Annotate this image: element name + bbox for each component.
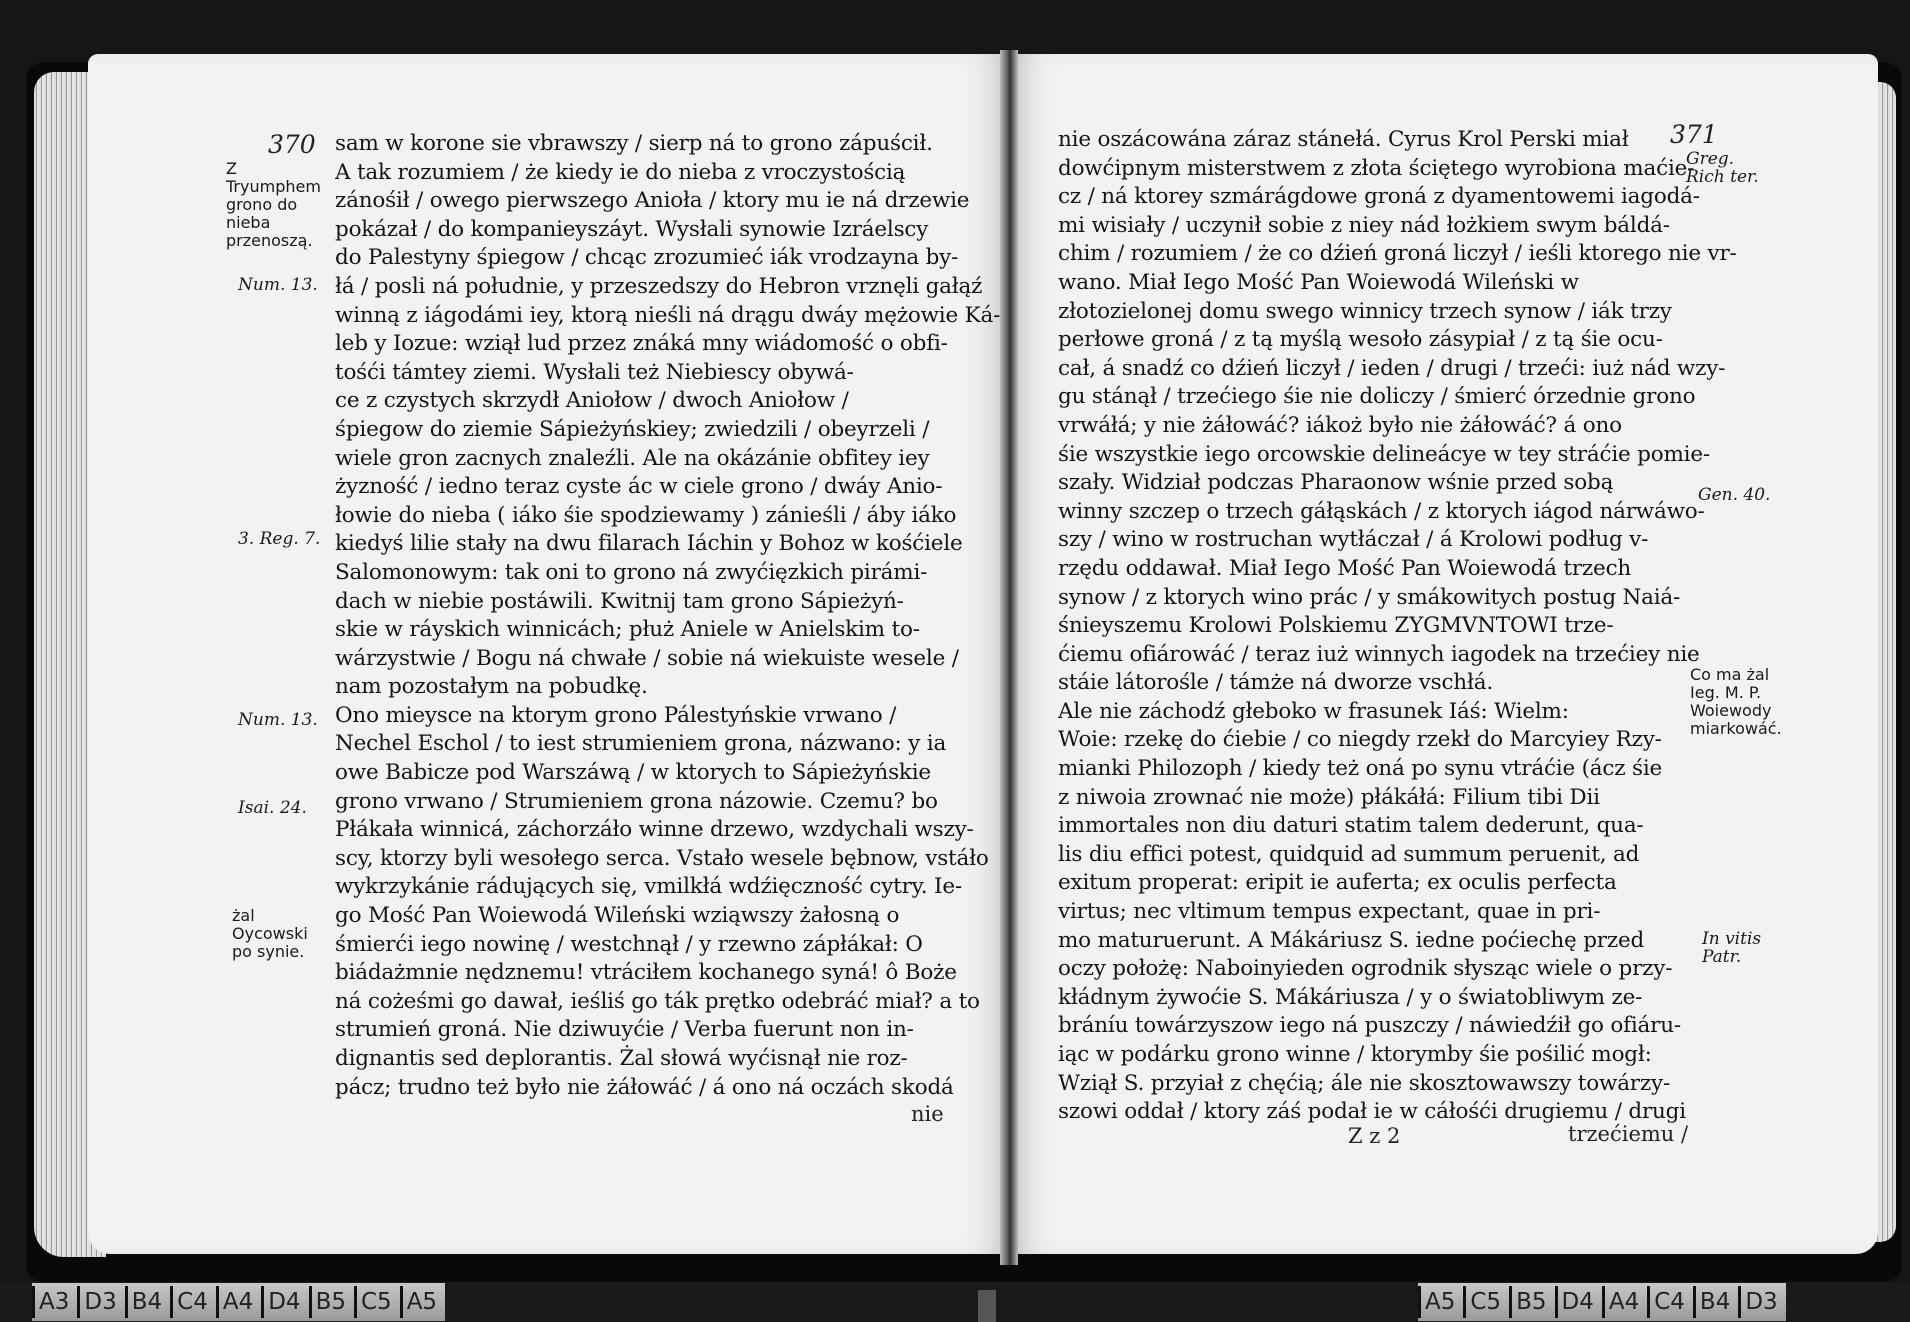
- text-line: kłádnym żywoćie S. Mákáriusza / y o światobliwym ze-: [1058, 984, 1643, 1010]
- text-line: virtus; nec vltimum tempus expectant, quae in pri-: [1058, 899, 1601, 925]
- text-line: dignantis sed deplorantis. Żal słowá wyćisnął nie roz-: [335, 1046, 908, 1071]
- ruler-label: C4: [170, 1286, 216, 1318]
- text-line: mo maturuerunt. A Mákáriusz S. iedne poćiechę przed: [1058, 927, 1645, 953]
- text-line: perłowe groná / z tą myślą wesoło zásypiał / z tą śie ocu-: [1058, 327, 1663, 353]
- catchword-left: nie: [911, 1102, 944, 1126]
- text-line: pácz; trudno też było nie żáłowáć / á ono ná oczách skodá: [335, 1074, 954, 1100]
- margin-note: Isai. 24.: [238, 798, 307, 818]
- text-line: ce z czystych skrzydł Aniołow / dwoch Aniołow /: [335, 388, 849, 414]
- printers-signature: Z z 2: [1348, 1124, 1401, 1148]
- text-line: śie wszystkie iego orcowskie delineácye w tey stráćie pomie-: [1058, 441, 1710, 467]
- text-line: Woie: rzekę do ćiebie / co niegdy rzekł do Marcyiey Rzy-: [1058, 727, 1662, 753]
- text-line: winny szczep o trzech gáłąskách / z ktorych iágod nárwáwo-: [1058, 498, 1705, 524]
- text-line: do Palestyny śpiegow / chcąc zrozumieć iák vrodzayna by-: [335, 245, 959, 271]
- text-line: A tak rozumiem / że kiedy ie do nieba z vroczystością: [335, 159, 906, 185]
- ruler-label: A4: [216, 1286, 261, 1318]
- text-line: tośći támtey ziemi. Wysłali też Niebiescy obywá-: [335, 359, 854, 385]
- text-line: Salomonowym: tak oni to grono ná zwyćięzkich pirámi-: [335, 559, 928, 585]
- margin-note: Co ma żal Ieg. M. P. Woiewody miarkowáć.: [1690, 665, 1782, 738]
- text-line: leb y Iozue: wziął lud przez znáká mny wiádomość o obfi-: [335, 331, 948, 357]
- text-line: immortales non diu daturi statim talem dederunt, qua-: [1058, 813, 1644, 839]
- text-line: łá / posli ná południe, y przeszedszy do Hebron vrznęli gałąź: [335, 273, 983, 299]
- text-line: stáie látorośle / támże ná dworze vschłá.: [1058, 670, 1493, 696]
- text-line: śnieyszemu Krolowi Polskiemu ZYGMVNTOWI trze-: [1058, 613, 1614, 639]
- text-line: dach w niebie postáwili. Kwitnij tam grono Sápieżyń-: [335, 588, 904, 614]
- text-line: iąc w podárku grono winne / ktorymby śie pośilić mogł:: [1058, 1042, 1652, 1067]
- text-line: szały. Widział podczas Pharaonow wśnie przed sobą: [1058, 470, 1614, 496]
- text-line: Nechel Eschol / to iest strumieniem grona, názwano: y ia: [335, 731, 947, 757]
- text-line: strumień groná. Nie dziwuyćie / Verba fuerunt non in-: [335, 1017, 914, 1043]
- text-line: Ono mieysce na ktorym grono Pálestyńskie vrwano /: [335, 702, 897, 728]
- text-line: Wziął S. przyiał z chęćią; ále nie skosztowawszy towárzy-: [1058, 1070, 1671, 1096]
- ruler-label: B5: [1509, 1286, 1554, 1318]
- text-line: sam w korone sie vbrawszy / sierp ná to grono zápuścił.: [335, 131, 933, 156]
- text-line: nie oszácowána záraz stánełá. Cyrus Krol Perski miał: [1058, 127, 1629, 152]
- ruler-label: B4: [125, 1286, 170, 1318]
- text-line: wárzystwie / Bogu ná chwałe / sobie ná wiekuiste wesele /: [335, 645, 959, 671]
- text-line: ćiemu ofiárowáć / teraz iuż winnych iagodek na trzećiey nie: [1058, 641, 1700, 667]
- ruler-label: D3: [77, 1286, 124, 1318]
- text-line: z niwoia zrownać nie może) płákáłá: Filium tibi Dii: [1058, 784, 1600, 810]
- text-line: pokázał / do kompanieyszáyt. Wysłali synowie Izráelscy: [335, 216, 929, 242]
- text-line: winną z iágodámi iey, ktorą nieśli ná drągu dwáy mężowie Ká-: [335, 302, 1001, 328]
- text-line: kiedyś lilie stały na dwu filarach Iáchin y Bohoz w kośćiele: [335, 531, 963, 557]
- text-line: śmierći iego nowinę / westchnął / y rzewno zápłákał: O: [335, 931, 923, 957]
- margin-note: 3. Reg. 7.: [238, 529, 321, 549]
- margin-note: Gen. 40.: [1698, 485, 1771, 505]
- margin-note: In vitis Patr.: [1702, 929, 1762, 967]
- text-line: cał, á snadź co dźień liczył / ieden / drugi / trzeći: iuż nád wzy-: [1058, 355, 1726, 381]
- text-line: grono vrwano / Strumieniem grona názowie. Czemu? bo: [335, 788, 938, 814]
- right-page-text: [1058, 126, 1737, 1127]
- ruler-label: A4: [1602, 1286, 1647, 1318]
- text-line: scy, ktorzy byli wesołego serca. Vstało wesele bębnow, vstáło: [335, 845, 989, 871]
- right-page: [1012, 54, 1878, 1254]
- text-line: nam pozostałym na pobudkę.: [335, 674, 648, 700]
- margin-note: Z Tryumphem grono do nieba przenoszą.: [226, 159, 321, 250]
- text-line: owe Babicze pod Warszáwą / w ktorych to Sápieżyńskie: [335, 760, 931, 786]
- text-line: Płákała winnicá, záchorzáło winne drzewo, wzdychali wszy-: [335, 817, 974, 843]
- text-line: oczy położę: Naboinyieden ogrodnik słysząc wiele o przy-: [1058, 956, 1673, 982]
- ruler-marker: [978, 1290, 996, 1322]
- text-line: exitum properat: eripit ie auferta; ex oculis perfecta: [1058, 870, 1617, 896]
- margin-note: żal Oycowski po synie.: [232, 906, 308, 961]
- ruler-label: C5: [354, 1286, 400, 1318]
- ruler-label: B5: [309, 1286, 354, 1318]
- text-line: gu stánął / trzećiego śie nie doliczy / śmierć órzednie grono: [1058, 384, 1696, 410]
- ruler-label: B4: [1693, 1286, 1738, 1318]
- text-line: mianki Philozoph / kiedy też oná po synu vtráćie (ácz śie: [1058, 756, 1663, 782]
- book-gutter: [1000, 50, 1018, 1265]
- text-line: wykrzykánie rádujących się, vmilkłá wdźięczność cytry. Ie-: [335, 874, 962, 900]
- ruler-label: C5: [1463, 1286, 1509, 1318]
- ruler-label: D4: [1555, 1286, 1602, 1318]
- text-line: cz / ná ktorey szmárágdowe groná z dyamentowemi iagodá-: [1058, 184, 1700, 210]
- left-page: [88, 54, 1008, 1254]
- text-line: szy / wino w rostruchan wytłáczał / á Krolowi podług v-: [1058, 527, 1649, 553]
- text-line: zánośił / owego pierwszego Anioła / ktory mu ie ná drzewie: [335, 188, 970, 214]
- margin-note: Greg. Rich ter.: [1686, 149, 1759, 187]
- text-line: go Mość Pan Woiewodá Wileński wziąwszy żałosną o: [335, 903, 900, 929]
- ruler-label: C4: [1647, 1286, 1693, 1318]
- text-line: złotozielonej domu swego winnicy trzech synow / iák trzy: [1058, 298, 1672, 324]
- ruler-label: A5: [1418, 1286, 1463, 1318]
- ruler-strip-left: [32, 1283, 445, 1321]
- text-line: Ale nie záchodź głeboko w frasunek Iáś: Wielm:: [1058, 698, 1569, 724]
- text-line: bráníu towárzyszow iego ná puszczy / náwiedźił go ofiáru-: [1058, 1013, 1681, 1039]
- left-page-text: [335, 130, 1000, 1102]
- page-number-right: 371: [1670, 120, 1718, 149]
- ruler-label: D3: [1738, 1286, 1785, 1318]
- ruler-label: A5: [400, 1286, 445, 1318]
- page-number-left: 370: [268, 130, 316, 159]
- text-line: biádażmnie nędznemu! vtráciłem kochanego syná! ô Boże: [335, 960, 957, 986]
- text-line: lis diu effici potest, quidquid ad summum peruenit, ad: [1058, 841, 1640, 867]
- ruler-label: A3: [32, 1286, 77, 1318]
- text-line: dowćipnym misterstwem z złota ściętego wyrobiona maćie-: [1058, 155, 1695, 181]
- text-line: szowi oddał / ktory záś podał ie w cáłośći drugiemu / drugi: [1058, 1099, 1686, 1125]
- text-line: vrwáłá; y nie żáłowáć? iákoż było nie żáłowáć? á ono: [1058, 412, 1622, 438]
- text-line: wano. Miał Iego Mość Pan Woiewodá Wileński w: [1058, 269, 1579, 295]
- margin-note: Num. 13.: [238, 275, 318, 295]
- text-line: łowie do nieba ( iáko śie spodziewamy ) zánieśli / áby iáko: [335, 502, 957, 528]
- text-line: wiele gron zacnych znaleźli. Ale na okázánie obfitey iey: [335, 445, 930, 471]
- text-line: mi wisiały / uczynił sobie z niey nád łożkiem swym báldá-: [1058, 212, 1670, 238]
- ruler-strip-right: [1418, 1283, 1786, 1321]
- text-line: żyzność / iedno teraz cyste ác w ciele grono / dwáy Anio-: [335, 474, 943, 500]
- catchword-right: trzećiemu /: [1568, 1122, 1689, 1146]
- text-line: synow / z ktorych wino prác / y smákowitych postug Naiá-: [1058, 584, 1681, 610]
- margin-note: Num. 13.: [238, 710, 318, 730]
- text-line: rzędu oddawał. Miał Iego Mość Pan Woiewodá trzech: [1058, 555, 1632, 581]
- text-line: śpiegow do ziemie Sápieżyńskiey; zwiedzili / obeyrzeli /: [335, 416, 930, 442]
- text-line: skie w ráyskich winnicách; płuż Aniele w Anielskim to-: [335, 617, 920, 643]
- ruler-label: D4: [261, 1286, 308, 1318]
- text-line: ná cożeśmi go dawał, ieśliś go ták prętko odebráć miał? a to: [335, 988, 980, 1014]
- text-line: chim / rozumiem / że co dźień groná liczył / ieśli ktorego nie vr-: [1058, 241, 1737, 267]
